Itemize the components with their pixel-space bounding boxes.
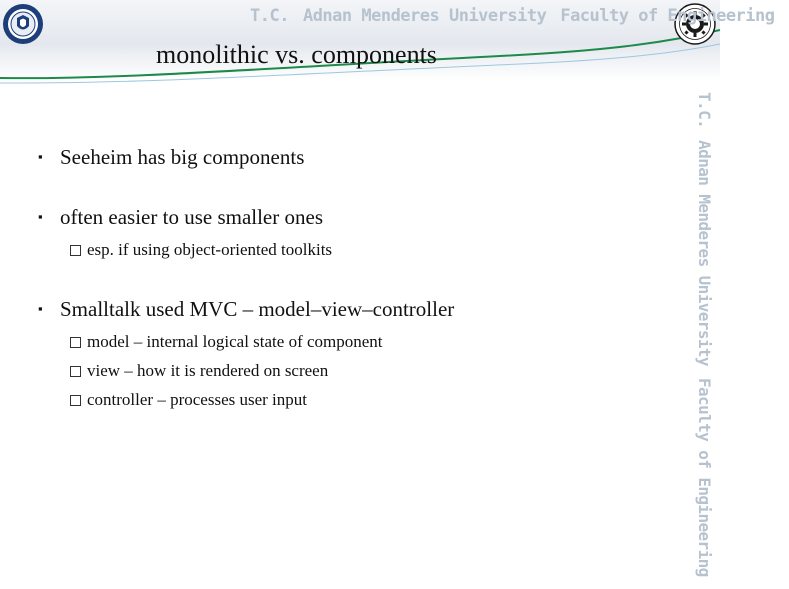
side-banner <box>695 92 714 589</box>
side-tc: T.C. <box>695 92 714 129</box>
bullet-1-text: Seeheim has big components <box>60 145 305 169</box>
header-tc: T.C. <box>250 6 289 26</box>
sub-bullet-3-1-text: model – internal logical state of component <box>87 332 383 351</box>
box-bullet-icon <box>70 245 81 256</box>
sub-bullet-3-2-text: view – how it is rendered on screen <box>87 361 329 380</box>
bullet-1 <box>38 145 304 170</box>
sub-bullet-3-3 <box>70 390 307 410</box>
sub-bullet-3-1 <box>70 332 383 352</box>
header-faculty: Faculty of Engineering <box>560 6 775 26</box>
box-bullet-icon <box>70 395 81 406</box>
box-bullet-icon <box>70 366 81 377</box>
header-university: Adnan Menderes University <box>302 6 547 26</box>
sub-bullet-2-1-text: esp. if using object-oriented toolkits <box>87 240 333 259</box>
square-bullet-icon: ▪ <box>38 209 43 224</box>
square-bullet-icon: ▪ <box>38 149 43 164</box>
side-faculty: Faculty of Engineering <box>695 377 714 577</box>
sub-bullet-3-2 <box>70 361 328 381</box>
square-bullet-icon: ▪ <box>38 301 43 316</box>
slide-title: monolithic vs. components <box>156 40 437 69</box>
bullet-3-text: Smalltalk used MVC – model–view–controller <box>60 297 455 321</box>
bullet-2 <box>38 205 323 230</box>
box-bullet-icon <box>70 337 81 348</box>
bullet-3 <box>38 297 454 322</box>
sub-bullet-2-1 <box>70 240 332 260</box>
sub-bullet-3-3-text: controller – processes user input <box>87 390 307 409</box>
bullet-2-text: often easier to use smaller ones <box>60 205 323 229</box>
side-university: Adnan Menderes University <box>695 140 714 366</box>
